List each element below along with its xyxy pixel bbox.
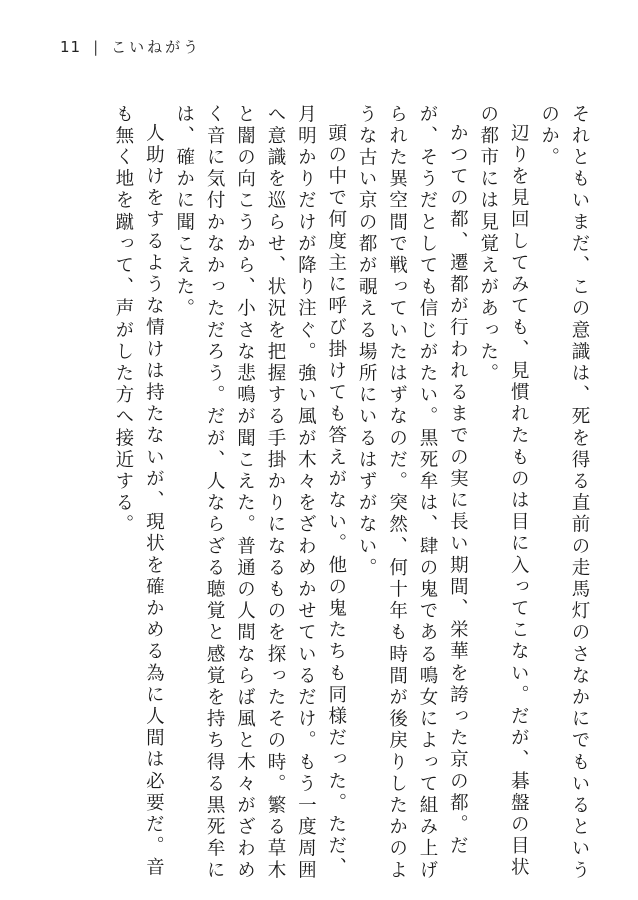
paragraph-5: 人助けをするような情けは持たないが、現状を確かめる為に人間は必要だ。音も無く地を蹴って、声がした方へ接近する。 [112, 104, 165, 879]
paragraph-2: 辺りを見回してみても、見慣れたものは目に入ってこない。だが、碁盤の目状の都市には見覚えがあった。 [477, 104, 530, 879]
paragraph-1: それともいまだ、この意識は、死を得る直前の走馬灯のさなかにでもいるというのか。 [538, 104, 590, 882]
vertical-body-text [44, 104, 594, 884]
paragraph-3: かつての都、遷都が行われるまでの実に長い期間、栄華を誇った京の都。だが、そうだとしても信じがたい。黒死牟は、肆の鬼である鳴女によって組み上げられた異空間で戦っていたはずなのだ。突然、何十年も時間が後戻りしたかのような古い京の都が覗える場所にいるはずがない。 [356, 104, 469, 882]
running-head [60, 36, 201, 57]
page-number: 11 [60, 37, 82, 56]
header-separator: | [93, 37, 100, 56]
chapter-title: こいねがう [111, 38, 202, 56]
paragraph-4: 頭の中で何度主に呼び掛けても答えがない。他の鬼たちも同様だった。ただ、月明かりだけが降り注ぐ。強い風が木々をざわめかせているだけ。もう一度周囲へ意識を巡らせ、状況を把握する手掛かりになるものを探ったその時。繁る草木と闇の向こうから、小さな悲鳴が聞こえた。普通の人間ならば風と木々がざわめく音に気付かなかっただろう。だが、人ならざる聴覚と感覚を持ち得る黒死牟には、確かに聞こえた。 [173, 104, 347, 882]
